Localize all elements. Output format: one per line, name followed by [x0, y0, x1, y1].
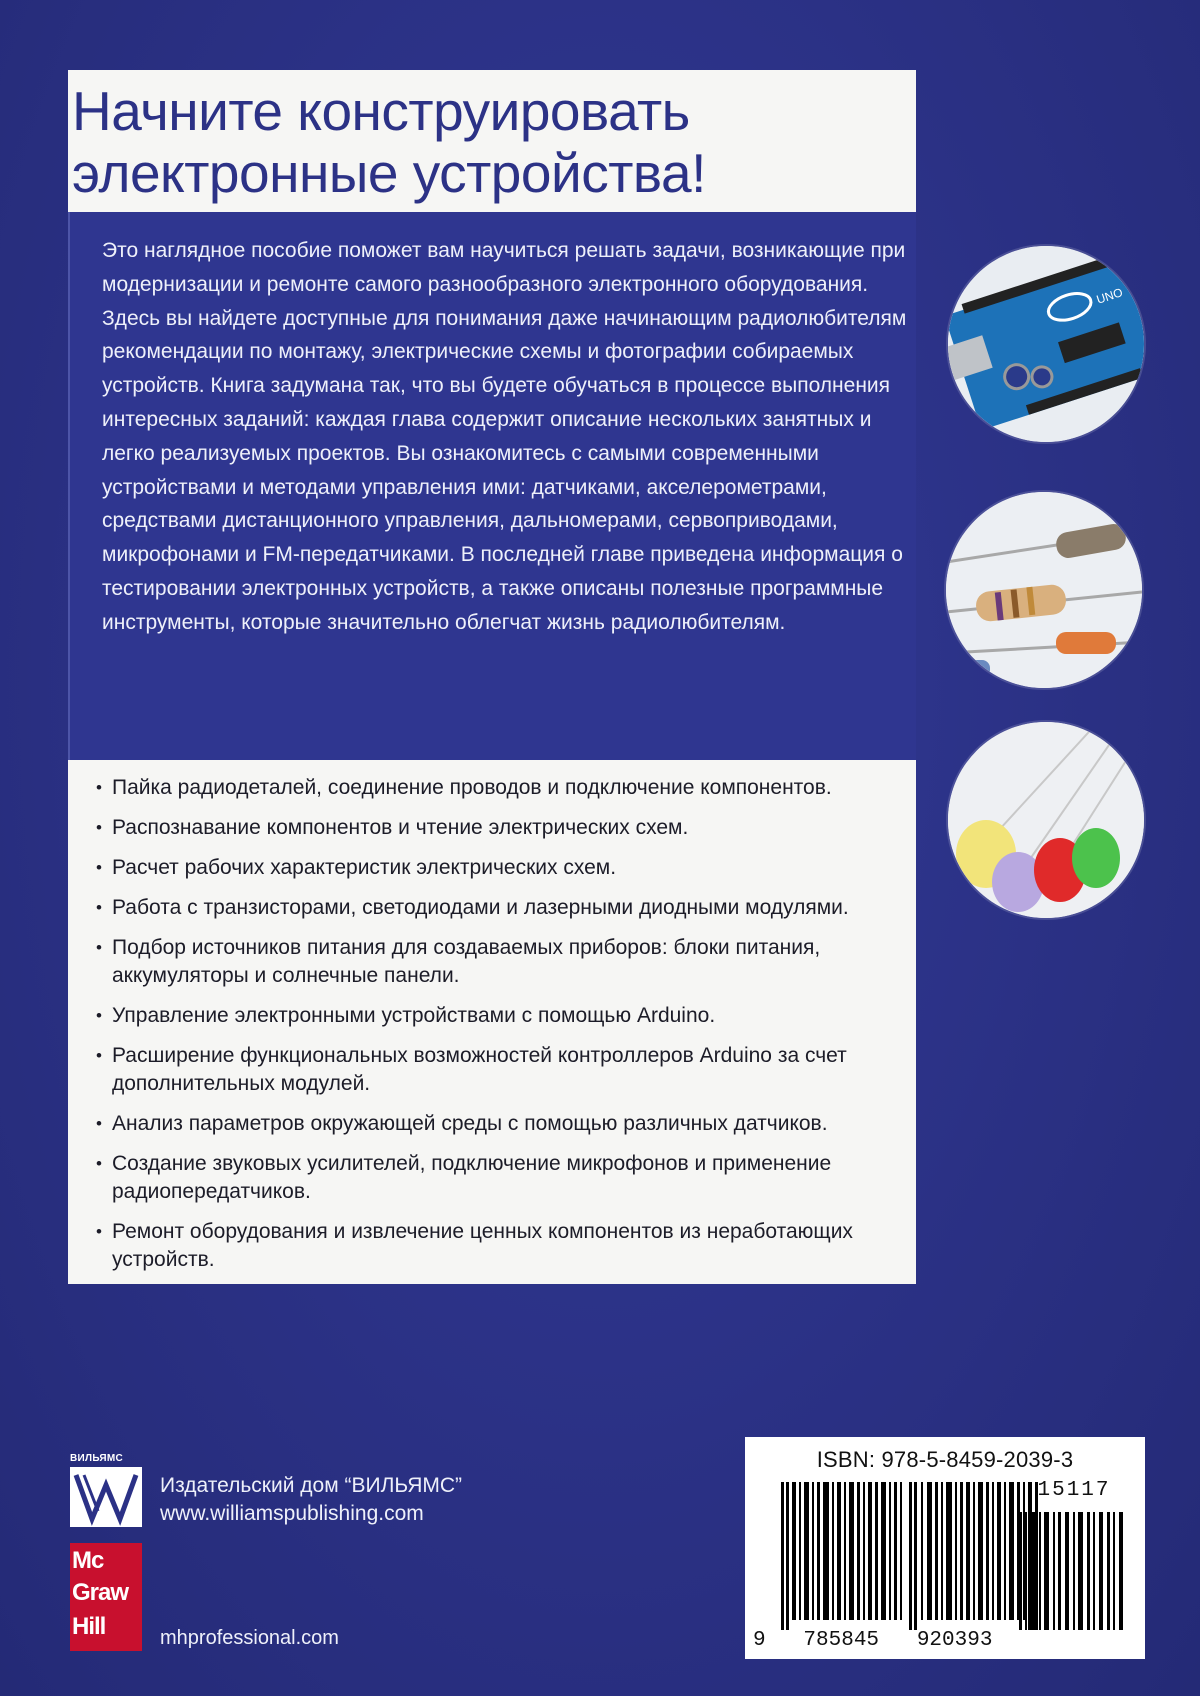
svg-text:UNO: UNO: [1094, 285, 1125, 307]
resistors-image: [946, 492, 1142, 688]
isbn-label: ISBN: 978-5-8459-2039-3: [816, 1447, 1074, 1472]
publisher-name: Издательский дом “ВИЛЬЯМС”: [160, 1474, 463, 1497]
topic-item: • Расчет рабочих характеристик электрических схем.: [96, 854, 908, 882]
williams-logo: [70, 1453, 142, 1529]
leds-image: [948, 722, 1144, 918]
arduino-board-image: [948, 246, 1144, 442]
isbn-barcode-panel: [745, 1437, 1145, 1659]
addon-digits: 15117: [1037, 1479, 1111, 1502]
title-line-2: электронные устройства!: [72, 142, 706, 204]
topic-item: • Ремонт оборудования и извлечение ценных компонентов из неработающих устройств.: [96, 1218, 908, 1274]
topic-item: • Распознавание компонентов и чтение электрических схем.: [96, 814, 908, 842]
publisher-url[interactable]: www.williamspublishing.com: [160, 1502, 424, 1525]
title-line-1: Начните конструировать: [72, 80, 690, 142]
mcgraw-line-2: Graw: [72, 1579, 129, 1606]
topics-list: [96, 774, 908, 1286]
topic-item: • Анализ параметров окружающей среды с помощью различных датчиков.: [96, 1110, 908, 1138]
topic-item: • Расширение функциональных возможностей контроллеров Arduino за счет дополнительных модулей.: [96, 1042, 908, 1098]
topic-item: • Работа с транзисторами, светодиодами и лазерными диодными модулями.: [96, 894, 908, 922]
williams-logo-text: ВИЛЬЯМС: [70, 1453, 124, 1464]
leds-photo: [948, 722, 1144, 918]
resistors-photo: [946, 492, 1142, 688]
ean-digits: 9 785845 920393: [753, 1629, 993, 1652]
mhprofessional-url[interactable]: mhprofessional.com: [160, 1627, 339, 1649]
mcgraw-line-1: Mc: [72, 1547, 104, 1574]
addon-barcode: [1013, 1482, 1133, 1630]
arduino-board-photo: [948, 246, 1144, 442]
mcgraw-hill-logo: [70, 1543, 142, 1651]
title-panel: [68, 70, 916, 212]
topic-item: • Подбор источников питания для создаваемых приборов: блоки питания, аккумуляторы и солнечные панели.: [96, 934, 908, 990]
topics-panel: [68, 760, 916, 1284]
mcgraw-line-3: Hill: [72, 1613, 106, 1640]
description-text: Это наглядное пособие поможет вам научиться решать задачи, возникающие при модернизации и ремонте самого разнообразного электронного оборудования. Здесь вы найдете доступные для понимания даже начинающим радиолюбителям рекомендации по монтажу, электрические схемы и фотографии собираемых устройств. Книга задумана так, что вы будете обучаться в процессе выполнения интересных заданий: каждая глава содержит описание нескольких занятных и легко реализуемых проектов. Вы ознакомитесь с самыми современными устройствами и методами управления ими: датчиками, акселерометрами, средствами дистанционного управления, дальномерами, сервоприводами, микрофонами и FM-передатчиками. В последней главе приведена информация о тестировании электронных устройств, а также описаны полезные программные инструменты, которые значительно облегчат жизнь радиолюбителям.: [102, 239, 907, 634]
topic-item: • Создание звуковых усилителей, подключение микрофонов и применение радиопередатчиков.: [96, 1150, 908, 1206]
w-mark-icon: [70, 1467, 142, 1527]
williams-logo-mark: [70, 1467, 142, 1527]
topic-item: • Управление электронными устройствами с помощью Arduino.: [96, 1002, 908, 1030]
description-panel: [68, 212, 916, 760]
cover-title: [72, 80, 706, 204]
topic-item: • Пайка радиодеталей, соединение проводов и подключение компонентов.: [96, 774, 908, 802]
